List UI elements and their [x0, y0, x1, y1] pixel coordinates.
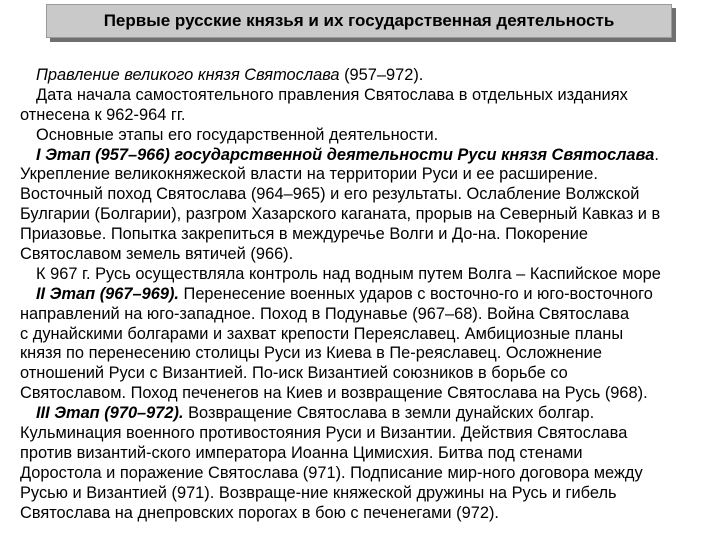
- text-line: [20, 126, 720, 146]
- text-segment: Булгарии (Болгарии), разгром Хазарского каганата, прорыв на Северный Кавказ и в: [20, 205, 661, 224]
- stage-heading: I Этап (957–966) государственной деятельности Руси князя Святослава: [36, 145, 655, 164]
- text-line: [20, 265, 720, 285]
- text-line: [20, 106, 720, 126]
- text-segment: Возвращение Святослава в земли дунайских болгар.: [183, 404, 595, 423]
- text-segment: Дата начала самостоятельного правления Святослава в отдельных изданиях: [36, 85, 628, 104]
- text-line: [20, 146, 720, 166]
- stage-heading: III Этап (970–972).: [36, 404, 184, 423]
- text-line: [20, 484, 720, 504]
- text-line: [20, 384, 720, 404]
- text-line: [20, 285, 720, 305]
- text-segment: Святославом. Поход печенегов на Киев и возвращение Святослава на Русь (968).: [20, 384, 648, 403]
- text-segment: отнесена к 962-964 гг.: [20, 105, 186, 124]
- text-line: [20, 225, 720, 245]
- text-segment: (957–972).: [339, 66, 424, 84]
- text-line: [20, 444, 720, 464]
- text-segment: Кульминация военного противостояния Руси и Византии. Действия Святослава: [20, 424, 628, 443]
- text-line: [20, 305, 720, 325]
- text-segment: К 967 г. Русь осуществляла контроль над водным путем Волга – Каспийское море: [36, 264, 661, 283]
- text-segment: с дунайскими болгарами и захват крепости Переяславец. Амбициозные планы: [20, 324, 624, 343]
- text-segment: Приазовье. Попытка закрепиться в междуречье Волги и До-на. Покорение: [20, 225, 589, 244]
- text-line: [20, 364, 720, 384]
- text-line: [20, 344, 720, 364]
- page-title: Первые русские князья и их государственная деятельность: [103, 11, 615, 30]
- text-line: [20, 424, 720, 444]
- text-line: [20, 66, 720, 86]
- text-line: [20, 205, 720, 225]
- text-segment: Восточный поход Святослава (964–965) и его результаты. Ослабление Волжской: [20, 185, 640, 204]
- text-segment: князя по перенесению столицы Руси из Киева в Пе-реяславец. Осложнение: [20, 344, 602, 363]
- text-line: [20, 185, 720, 205]
- text-line: [20, 86, 720, 106]
- text-line: [20, 165, 720, 185]
- stage-heading: II Этап (967–969).: [36, 284, 179, 303]
- text-segment: Святослава на днепровских порогах в бою с печенегами (972).: [20, 503, 499, 522]
- text-segment: Русью и Византией (971). Возвраще-ние княжеской дружины на Русь и гибель: [20, 483, 617, 502]
- text-segment: отношений Руси с Византией. По-иск Византией союзников в борьбе со: [20, 364, 568, 383]
- text-segment: Святославом земель вятичей (966).: [20, 245, 294, 264]
- text-line: [20, 325, 720, 345]
- text-line: [20, 245, 720, 265]
- document-body: [20, 66, 720, 540]
- text-line: [20, 404, 720, 424]
- text-line: [20, 504, 720, 524]
- title-banner: [46, 4, 672, 38]
- text-segment: Укрепление великокняжеской власти на территории Руси и ее расширение.: [20, 165, 598, 184]
- text-segment: против византий-ского императора Иоанна Цимисхия. Битва под стенами: [20, 443, 583, 462]
- text-segment: Основные этапы его государственной деятельности.: [36, 125, 439, 144]
- text-segment: Доростола и поражение Святослава (971). Подписание мир-ного договора между: [20, 463, 643, 482]
- text-segment: направлений на юго-западное. Поход в Подунавье (967–68). Война Святослава: [20, 304, 630, 323]
- text-segment: .: [654, 145, 659, 164]
- section-heading: Правление великого князя Святослава: [36, 66, 340, 84]
- text-segment: Перенесение военных ударов с восточно-го и юго-восточного: [178, 284, 653, 303]
- text-line: [20, 464, 720, 484]
